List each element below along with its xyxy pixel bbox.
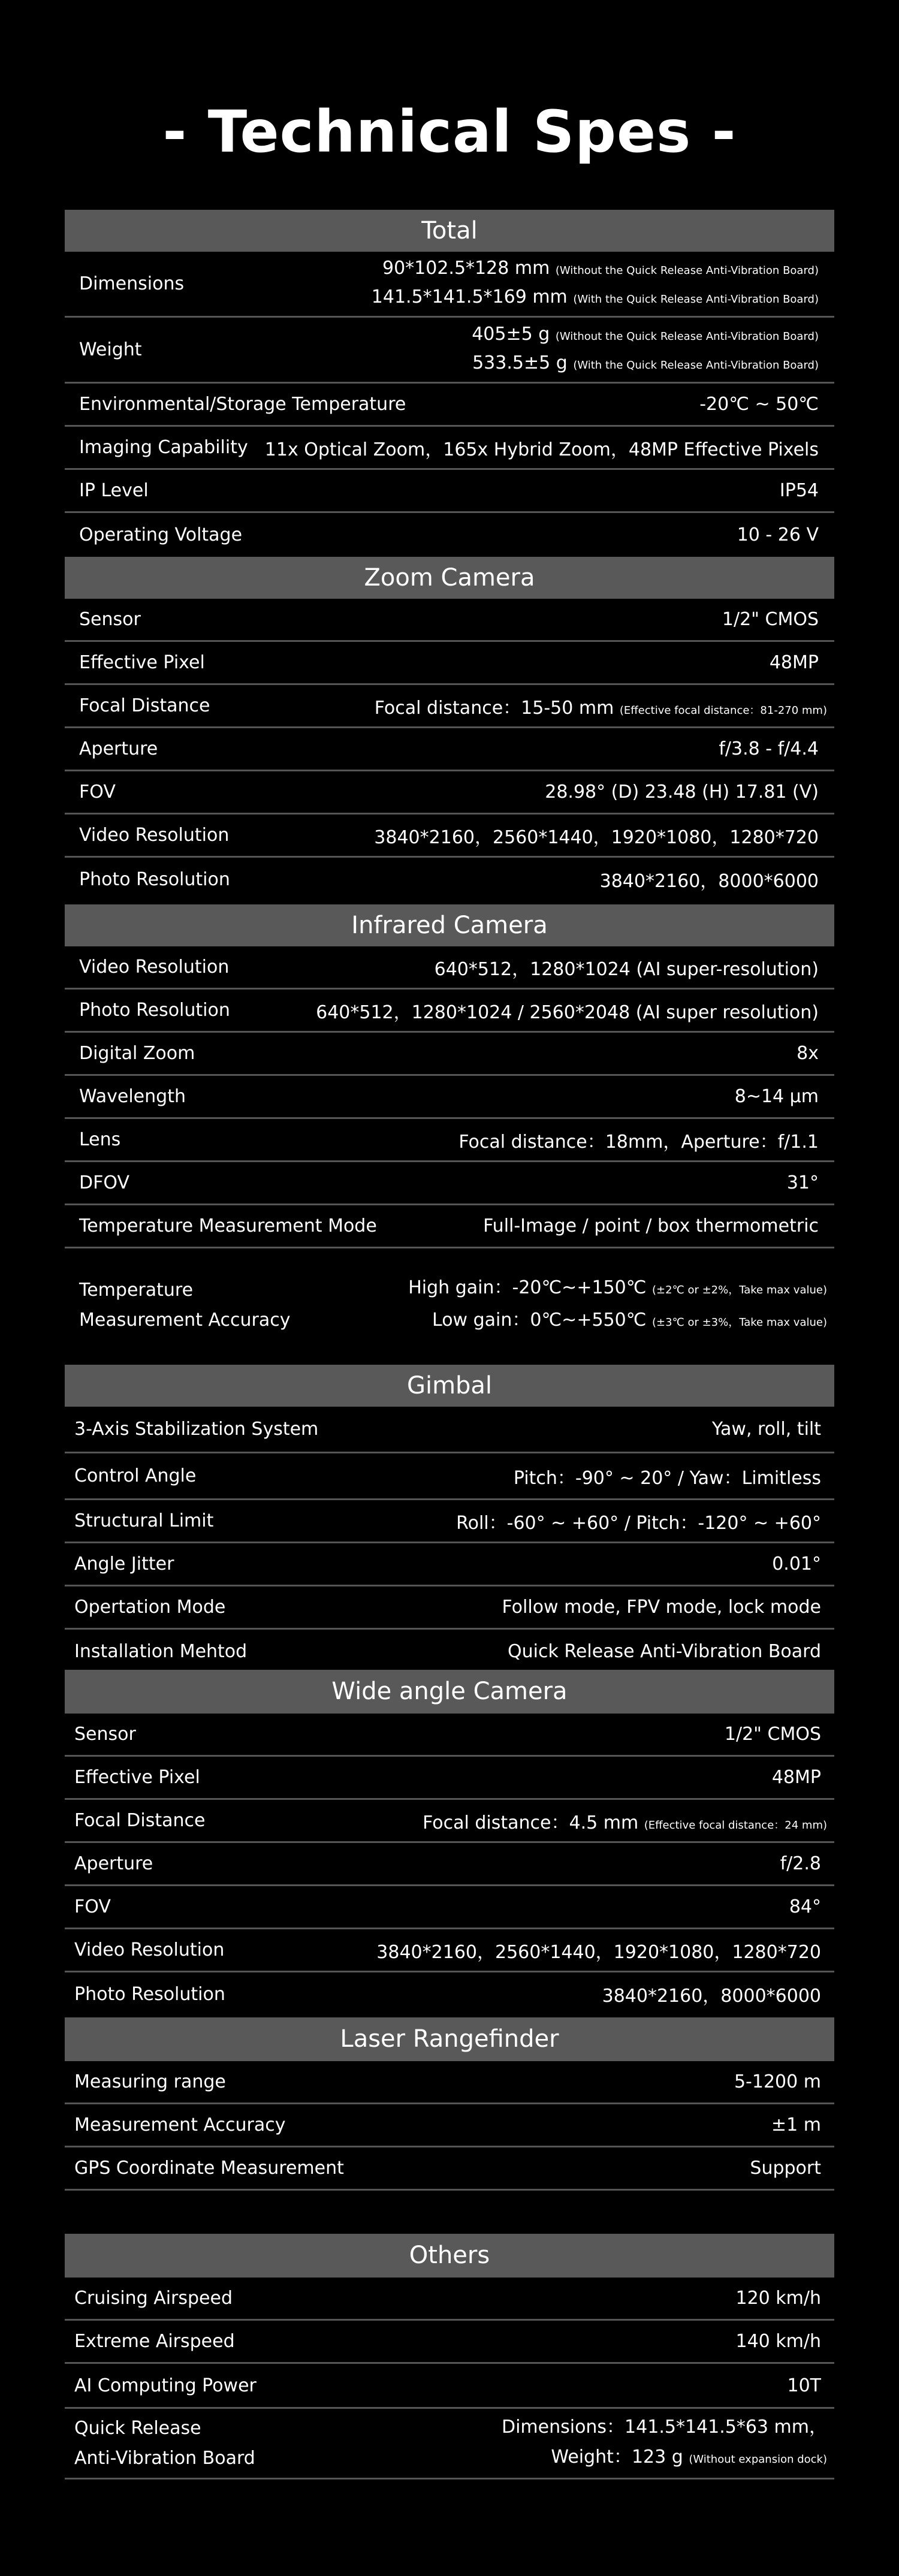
spec-value: Support (750, 2158, 821, 2179)
spec-value: 1/2" CMOS (724, 1724, 821, 1745)
spec-note: (±3℃ or ±3%，Take max value) (651, 1316, 827, 1329)
spec-label: Environmental/Storage Temperature (79, 394, 406, 415)
spec-row (65, 1162, 834, 1205)
spec-row (65, 642, 834, 685)
spec-row-weight (65, 318, 834, 384)
spec-value: Pitch：-90° ~ 20° / Yaw：Limitless (513, 1467, 821, 1489)
spec-row (65, 427, 834, 470)
spec-note: (Without the Quick Release Anti-Vibration Board) (555, 264, 819, 277)
spec-value: Quick Release Anti-Vibration Board (508, 1640, 821, 1662)
weight-with-board: 533.5±5 g (472, 352, 568, 373)
spec-label: Video Resolution (79, 957, 230, 978)
section-header-wide-angle-camera: Wide angle Camera (65, 1670, 834, 1714)
spec-row (65, 2321, 834, 2364)
spec-row (65, 599, 834, 642)
section-header-laser-rangefinder: Laser Rangefinder (65, 2017, 834, 2061)
spec-row (65, 1076, 834, 1119)
spec-row-dimensions (65, 252, 834, 318)
spec-label: FOV (74, 1896, 111, 1917)
focal-distance-value: Focal distance：15-50 mm (374, 697, 614, 719)
spec-label: Opertation Mode (74, 1597, 226, 1618)
spec-label: FOV (79, 782, 116, 803)
spec-value: 8x (797, 1043, 819, 1064)
spec-label: Photo Resolution (79, 868, 230, 890)
spec-label: Effective Pixel (79, 652, 205, 673)
section-gimbal (65, 1365, 834, 1673)
spec-value: 640*512，1280*1024 / 2560*2048 (AI super resolution) (316, 1002, 819, 1023)
spec-label (74, 2414, 255, 2474)
high-gain-value: High gain：-20℃~+150℃ (408, 1277, 647, 1298)
spec-row (65, 1543, 834, 1586)
section-header-gimbal: Gimbal (65, 1365, 834, 1407)
spec-value (472, 321, 819, 379)
spec-label: Digital Zoom (79, 1043, 195, 1064)
spec-label: Cruising Airspeed (74, 2288, 233, 2309)
spec-row (65, 1205, 834, 1248)
spec-note: (With the Quick Release Anti-Vibration Board) (573, 358, 819, 372)
spec-value (375, 693, 827, 719)
low-gain-value: Low gain：0℃~+550℃ (432, 1310, 647, 1331)
spec-row (65, 513, 834, 556)
spec-value: 84° (789, 1896, 821, 1917)
spec-value: f/2.8 (780, 1853, 821, 1874)
label-line: Measurement Accuracy (79, 1310, 291, 1331)
spec-label: Angle Jitter (74, 1554, 174, 1574)
spec-note: (Without expansion dock) (689, 2453, 827, 2466)
spec-note: (Without the Quick Release Anti-Vibration Board) (555, 330, 819, 343)
spec-value: Full-Image / point / box thermometric (483, 1215, 819, 1236)
spec-label: Temperature Measurement Mode (79, 1215, 377, 1236)
spec-value: 10T (787, 2375, 821, 2396)
spec-label: Extreme Airspeed (74, 2331, 235, 2352)
spec-row (65, 771, 834, 815)
spec-row (65, 1757, 834, 1800)
spec-label: Aperture (79, 738, 158, 759)
spec-row (65, 1714, 834, 1757)
spec-label: Imaging Capability (79, 437, 248, 458)
spec-row (65, 990, 834, 1033)
spec-value: f/3.8 - f/4.4 (719, 738, 819, 759)
spec-row-temperature-accuracy (65, 1248, 834, 1362)
spec-label: Video Resolution (79, 825, 230, 846)
spec-row (65, 1929, 834, 1972)
section-header-infrared-camera: Infrared Camera (65, 904, 834, 946)
spec-row (65, 2061, 834, 2104)
spec-value: 1/2" CMOS (722, 609, 819, 630)
spec-label: Photo Resolution (79, 1000, 230, 1021)
spec-value: 3840*2160，2560*1440，1920*1080，1280*720 (376, 1941, 821, 1963)
section-header-others: Others (65, 2234, 834, 2278)
spec-label: Operating Voltage (79, 524, 243, 545)
section-total (65, 210, 834, 556)
spec-row (65, 946, 834, 990)
spec-row (65, 685, 834, 728)
spec-label: Control Angle (74, 1465, 197, 1486)
section-zoom-camera (65, 557, 834, 901)
spec-note: (Effective focal distance：81-270 mm) (619, 704, 827, 717)
spec-value: 31° (786, 1172, 819, 1193)
spec-row (65, 470, 834, 513)
spec-note: (Effective focal distance：24 mm) (644, 1818, 827, 1832)
spec-label: Focal Distance (74, 1810, 206, 1831)
quick-release-weight: Weight：123 g (551, 2446, 683, 2468)
section-laser-rangefinder (65, 2017, 834, 2191)
spec-row (65, 1407, 834, 1453)
spec-row (65, 1843, 834, 1886)
spec-row (65, 1453, 834, 1500)
spec-value: -20℃ ~ 50℃ (699, 394, 819, 415)
page-title: - Technical Spes - (162, 98, 737, 165)
spec-label: Lens (79, 1129, 121, 1150)
spec-value: 3840*2160，8000*6000 (602, 1986, 821, 2007)
spec-label: Measuring range (74, 2071, 226, 2092)
spec-label: 3-Axis Stabilization System (74, 1419, 319, 1440)
section-header-total: Total (65, 210, 834, 252)
spec-value: 3840*2160，2560*1440，1920*1080，1280*720 (374, 827, 819, 848)
spec-label: Measurement Accuracy (74, 2115, 286, 2135)
spec-row (65, 2104, 834, 2147)
spec-value: 3840*2160，8000*6000 (599, 871, 819, 892)
spec-value: Focal distance：18mm，Aperture：f/1.1 (458, 1131, 819, 1153)
spec-label: Sensor (74, 1724, 136, 1745)
quick-release-dimensions: Dimensions：141.5*141.5*63 mm， (501, 2416, 827, 2438)
spec-value: 120 km/h (735, 2288, 821, 2309)
focal-distance-value: Focal distance：4.5 mm (423, 1812, 639, 1833)
spec-label: GPS Coordinate Measurement (74, 2158, 344, 2179)
spec-value: Roll：-60° ~ +60° / Pitch：-120° ~ +60° (456, 1512, 821, 1534)
spec-label: AI Computing Power (74, 2375, 257, 2396)
spec-value: 5-1200 m (734, 2071, 821, 2092)
spec-label: Effective Pixel (74, 1767, 200, 1788)
spec-value (408, 1273, 827, 1338)
spec-value: 48MP (769, 652, 819, 673)
spec-row (65, 858, 834, 901)
spec-row (65, 2147, 834, 2191)
spec-value (423, 1808, 827, 1834)
spec-value: Follow mode, FPV mode, lock mode (502, 1597, 821, 1618)
label-line: Temperature (79, 1280, 194, 1301)
spec-row (65, 1972, 834, 2016)
spec-row (65, 1886, 834, 1929)
label-line: Quick Release (74, 2417, 201, 2439)
spec-row (65, 1119, 834, 1162)
spec-label: Wavelength (79, 1086, 186, 1107)
spec-label: Weight (79, 339, 142, 360)
spec-value (502, 2412, 827, 2475)
section-header-zoom-camera: Zoom Camera (65, 557, 834, 599)
label-line: Anti-Vibration Board (74, 2447, 255, 2469)
spec-value: 8~14 μm (734, 1086, 819, 1107)
spec-row (65, 815, 834, 858)
section-others (65, 2234, 834, 2480)
spec-label (79, 1275, 290, 1335)
spec-label: Video Resolution (74, 1939, 225, 1960)
spec-value: 140 km/h (735, 2331, 821, 2352)
spec-value: Yaw, roll, tilt (711, 1419, 821, 1440)
spec-label: Installation Mehtod (74, 1640, 248, 1662)
spec-label: Photo Resolution (74, 1983, 225, 2005)
spec-label: Dimensions (79, 273, 185, 294)
spec-row (65, 1630, 834, 1673)
spec-row (65, 1500, 834, 1543)
spec-row (65, 2364, 834, 2409)
spec-value: 11x Optical Zoom，165x Hybrid Zoom，48MP Effective Pixels (264, 439, 819, 460)
spec-label: IP Level (79, 480, 149, 501)
dimensions-without-board: 90*102.5*128 mm (382, 257, 550, 279)
spec-row (65, 728, 834, 771)
spec-value: 28.98° (D) 23.48 (H) 17.81 (V) (545, 782, 819, 803)
spec-value: ±1 m (771, 2115, 821, 2135)
weight-without-board: 405±5 g (472, 323, 550, 345)
spec-row (65, 1033, 834, 1076)
spec-value (372, 255, 819, 313)
spec-row (65, 384, 834, 427)
spec-value: 48MP (771, 1767, 821, 1788)
spec-value: 10 - 26 V (737, 524, 819, 545)
spec-note: (With the Quick Release Anti-Vibration Board) (573, 292, 819, 306)
spec-label: Focal Distance (79, 695, 210, 716)
spec-label: Sensor (79, 609, 141, 630)
spec-row (65, 2278, 834, 2321)
section-wide-angle-camera (65, 1670, 834, 2016)
spec-value: 640*512，1280*1024 (AI super-resolution) (434, 958, 819, 980)
spec-value: IP54 (779, 480, 819, 501)
spec-row (65, 1800, 834, 1843)
section-infrared-camera (65, 904, 834, 1362)
spec-row (65, 1586, 834, 1630)
spec-label: DFOV (79, 1172, 129, 1193)
spec-row-quick-release-board (65, 2409, 834, 2480)
spec-value: 0.01° (772, 1554, 821, 1574)
spec-note: (±2℃ or ±2%，Take max value) (651, 1284, 827, 1296)
spec-label: Structural Limit (74, 1510, 214, 1531)
spec-label: Aperture (74, 1853, 153, 1874)
dimensions-with-board: 141.5*141.5*169 mm (371, 286, 568, 307)
